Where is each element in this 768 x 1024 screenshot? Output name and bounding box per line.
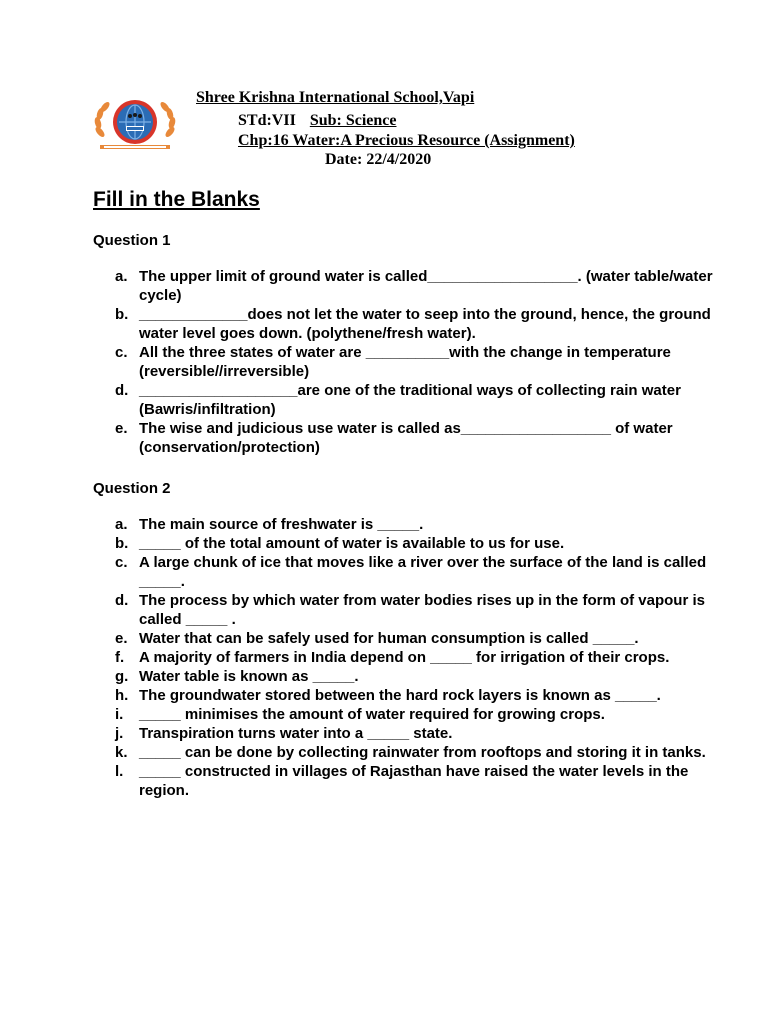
list-item — [93, 553, 713, 591]
item-marker: d. — [115, 382, 129, 399]
item-marker: a. — [115, 516, 128, 533]
school-name: Shree Krishna International School,Vapi — [196, 89, 475, 106]
item-text: The main source of freshwater is _____. — [139, 516, 424, 533]
assignment-date: Date: 22/4/2020 — [325, 151, 432, 168]
item-text: _____ can be done by collecting rainwater from rooftops and storing it in tanks. — [139, 744, 706, 761]
item-marker: a. — [115, 268, 128, 285]
item-text: Water that can be safely used for human consumption is called _____. — [139, 630, 639, 647]
section-title: Fill in the Blanks — [93, 188, 260, 211]
item-text: _____ constructed in villages of Rajasthan have raised the water levels in the region. — [139, 763, 689, 799]
item-text: A large chunk of ice that moves like a river over the surface of the land is called _____. — [139, 554, 707, 590]
class-std: STd:VII — [238, 112, 296, 129]
item-text: Water table is known as _____. — [139, 668, 359, 685]
list-item — [93, 648, 713, 667]
item-text: All the three states of water are __________with the change in temperature (reversible//irreversible) — [139, 344, 671, 380]
item-text: The process by which water from water bodies rises up in the form of vapour is called _____ . — [139, 592, 705, 628]
item-marker: g. — [115, 668, 129, 685]
list-item — [93, 667, 713, 686]
subject: Sub: Science — [309, 112, 397, 129]
item-marker: b. — [115, 535, 129, 552]
item-text: A majority of farmers in India depend on _____ for irrigation of their crops. — [139, 649, 670, 666]
school-logo-icon — [86, 96, 184, 152]
question-1-list — [93, 267, 713, 457]
list-item — [93, 343, 713, 381]
item-marker: c. — [115, 344, 128, 361]
class-subject-line — [238, 112, 396, 130]
item-marker: b. — [115, 306, 129, 323]
item-marker: d. — [115, 592, 129, 609]
item-text: The wise and judicious use water is called as__________________ of water (conservation/protection) — [139, 420, 673, 456]
list-item — [93, 534, 713, 553]
list-item — [93, 419, 713, 457]
item-marker: f. — [115, 649, 125, 666]
question-2-list — [93, 515, 713, 800]
item-text: _____ of the total amount of water is available to us for use. — [139, 535, 565, 552]
list-item — [93, 686, 713, 705]
list-item — [93, 629, 713, 648]
item-text: _____________does not let the water to seep into the ground, hence, the ground water level goes down. (polythene/fresh water). — [139, 306, 711, 342]
item-marker: k. — [115, 744, 128, 761]
item-text: The groundwater stored between the hard rock layers is known as _____. — [139, 687, 661, 704]
question-2-heading: Question 2 — [93, 480, 171, 497]
list-item — [93, 705, 713, 724]
chapter-title: Chp:16 Water:A Precious Resource (Assignment) — [238, 132, 575, 149]
list-item — [93, 381, 713, 419]
item-marker: l. — [115, 763, 124, 780]
question-1-heading: Question 1 — [93, 232, 171, 249]
item-marker: i. — [115, 706, 124, 723]
item-text: The upper limit of ground water is called__________________. (water table/water cycle) — [139, 268, 713, 304]
list-item — [93, 743, 713, 762]
item-marker: e. — [115, 420, 128, 437]
list-item — [93, 515, 713, 534]
list-item — [93, 591, 713, 629]
item-marker: j. — [115, 725, 124, 742]
item-marker: c. — [115, 554, 128, 571]
item-text: Transpiration turns water into a _____ state. — [139, 725, 453, 742]
list-item — [93, 305, 713, 343]
item-marker: e. — [115, 630, 128, 647]
list-item — [93, 724, 713, 743]
item-text: _____ minimises the amount of water required for growing crops. — [139, 706, 605, 723]
list-item — [93, 762, 713, 800]
item-marker: h. — [115, 687, 129, 704]
item-text: ___________________are one of the traditional ways of collecting rain water (Bawris/infiltration) — [139, 382, 681, 418]
list-item — [93, 267, 713, 305]
